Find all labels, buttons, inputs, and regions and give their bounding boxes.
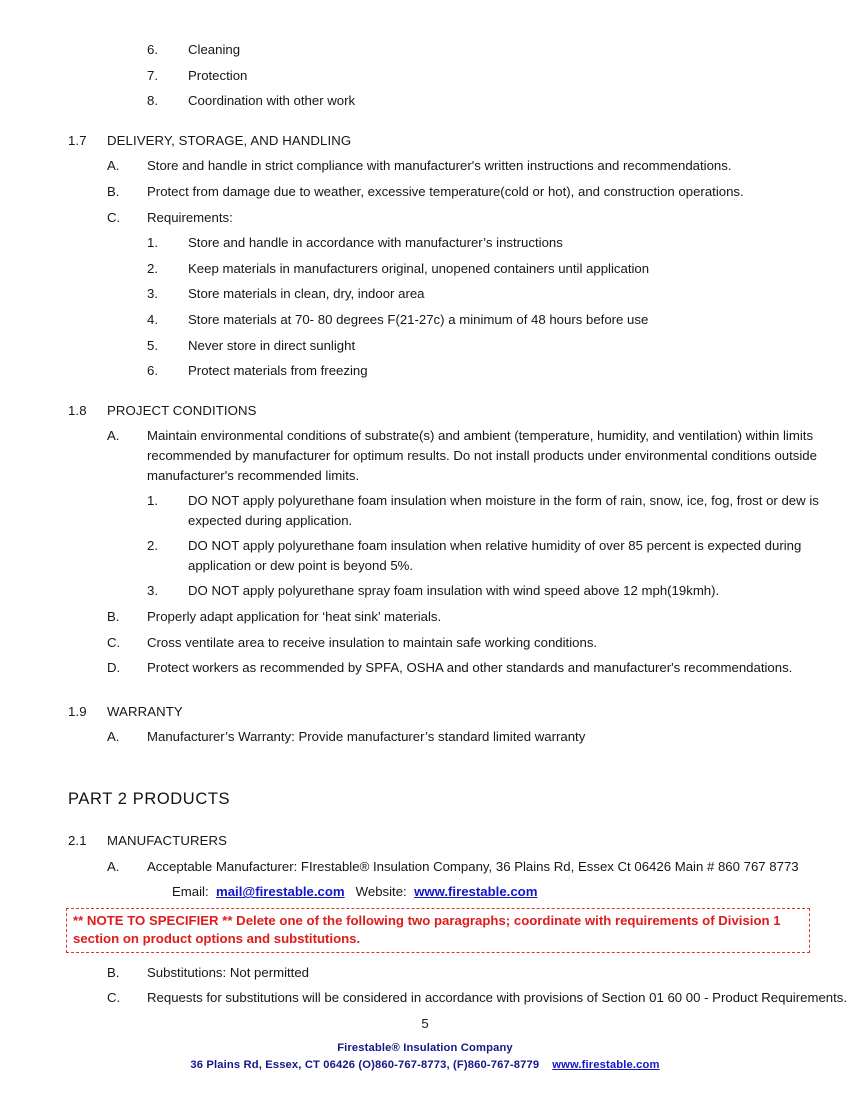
list-item	[0, 581, 850, 601]
footer-company: Firestable® Insulation Company	[337, 1042, 513, 1054]
section-title: DELIVERY, STORAGE, AND HANDLING	[107, 132, 352, 148]
section-number: 1.7	[68, 132, 87, 148]
list-text: Protection	[188, 67, 248, 83]
list-item	[0, 607, 850, 627]
list-marker: 7.	[147, 67, 158, 83]
list-text: Properly adapt application for ‘heat sink’ materials.	[147, 609, 442, 625]
list-marker: 4.	[147, 311, 158, 327]
section-title: MANUFACTURERS	[107, 833, 227, 849]
list-item	[0, 91, 850, 111]
list-text: Protect from damage due to weather, excessive temperature(cold or hot), and construction operations.	[147, 183, 744, 199]
list-marker: 5.	[147, 337, 158, 353]
section-heading	[0, 131, 850, 151]
email-label: Email:	[172, 884, 209, 900]
list-marker: A.	[107, 158, 120, 174]
specifier-note-box	[66, 908, 810, 953]
list-item	[0, 259, 850, 279]
list-item	[0, 491, 850, 530]
section-heading	[0, 401, 850, 421]
list-item	[0, 233, 850, 253]
page-footer	[0, 1015, 850, 1074]
section-heading	[0, 702, 850, 722]
list-text: Coordination with other work	[188, 93, 356, 109]
list-text: DO NOT apply polyurethane spray foam insulation with wind speed above 12 mph(19kmh).	[188, 583, 720, 599]
list-item	[0, 66, 850, 86]
list-text: Store materials in clean, dry, indoor area	[188, 286, 425, 302]
section-number: 1.8	[68, 402, 87, 418]
section-1-8	[0, 401, 850, 678]
section-1-9	[0, 702, 850, 747]
list-item	[0, 658, 850, 678]
website-link[interactable]: www.firestable.com	[414, 884, 538, 900]
list-marker: 3.	[147, 286, 158, 302]
list-marker: 1.	[147, 235, 158, 251]
website-label: Website:	[355, 884, 407, 900]
top-margin	[0, 0, 850, 24]
list-text: Acceptable Manufacturer: FIrestable® Insulation Company, 36 Plains Rd, Essex Ct 06426 Main # 860 767 8773	[147, 858, 799, 874]
list-text: Requests for substitutions will be considered in accordance with provisions of Section 01 60 00 - Product Requirements.	[147, 990, 848, 1006]
list-marker: A.	[107, 729, 120, 745]
list-marker: 6.	[147, 363, 158, 379]
footer-address-phone: 36 Plains Rd, Essex, CT 06426 (O)860-767-8773, (F)860-767-8779	[190, 1059, 540, 1071]
list-text: Maintain environmental conditions of substrate(s) and ambient (temperature, humidity, and ventilation) within limits recommended by manufacturer for optimum results. Do not install products under environmental conditions outside manufacturer's recommended limits.	[147, 428, 817, 483]
list-marker: B.	[107, 183, 120, 199]
list-item	[0, 857, 850, 877]
list-text: Protect workers as recommended by SPFA, OSHA and other standards and manufacturer's recommendations.	[147, 660, 793, 676]
section-title: PROJECT CONDITIONS	[107, 402, 257, 418]
list-text: Never store in direct sunlight	[188, 337, 356, 353]
contact-line	[0, 882, 850, 902]
list-marker: 6.	[147, 42, 158, 57]
list-text: Store and handle in strict compliance with manufacturer's written instructions and recommendations.	[147, 158, 732, 174]
list-text: DO NOT apply polyurethane foam insulation when moisture in the form of rain, snow, ice, fog, frost or dew is expected during application.	[188, 493, 819, 528]
email-link[interactable]: mail@firestable.com	[215, 884, 345, 900]
list-item	[0, 310, 850, 330]
list-text: Protect materials from freezing	[188, 363, 368, 379]
list-item	[0, 633, 850, 653]
list-marker: C.	[107, 209, 121, 225]
list-item	[0, 284, 850, 304]
list-item	[0, 536, 850, 575]
list-marker: A.	[107, 428, 120, 444]
list-item	[0, 361, 850, 381]
list-marker: 1.	[147, 493, 158, 509]
footer-contact-line	[0, 1057, 850, 1074]
list-text: Keep materials in manufacturers original, unopened containers until application	[188, 260, 650, 276]
list-text: Manufacturer’s Warranty: Provide manufacturer’s standard limited warranty	[147, 729, 586, 745]
list-marker: C.	[107, 990, 121, 1006]
list-marker: 3.	[147, 583, 158, 599]
list-text: Store materials at 70- 80 degrees F(21-27c) a minimum of 48 hours before use	[188, 311, 649, 327]
list-marker: 2.	[147, 538, 158, 554]
list-text: Substitutions: Not permitted	[147, 964, 309, 980]
section-number: 2.1	[68, 833, 87, 849]
list-marker: D.	[107, 660, 121, 676]
list-text: Requirements:	[147, 209, 233, 225]
section-heading	[0, 831, 850, 851]
list-item	[0, 426, 850, 485]
section-2-1	[0, 831, 850, 1008]
list-marker: B.	[107, 609, 120, 625]
list-marker: B.	[107, 964, 120, 980]
list-marker: C.	[107, 634, 121, 650]
list-item	[0, 208, 850, 228]
footer-website-link[interactable]: www.firestable.com	[552, 1059, 660, 1071]
list-text: DO NOT apply polyurethane foam insulation when relative humidity of over 85 percent is expected during application or dew point is beyond 5%.	[188, 538, 802, 573]
list-marker: 2.	[147, 260, 158, 276]
list-text: Cleaning	[188, 42, 241, 57]
list-item	[0, 988, 850, 1008]
continued-list	[0, 40, 850, 111]
list-marker: 8.	[147, 93, 158, 109]
list-item	[0, 727, 850, 747]
page-number: 5	[421, 1016, 429, 1031]
list-item	[0, 336, 850, 356]
list-marker: A.	[107, 858, 120, 874]
section-number: 1.9	[68, 703, 87, 719]
list-item	[0, 963, 850, 983]
list-text: Cross ventilate area to receive insulation to maintain safe working conditions.	[147, 634, 598, 650]
list-item	[0, 182, 850, 202]
section-title: WARRANTY	[107, 703, 183, 719]
list-item	[0, 40, 850, 60]
section-1-7	[0, 131, 850, 381]
specifier-note-text: ** NOTE TO SPECIFIER ** Delete one of the following two paragraphs; coordinate with requirements of Division 1 section on product options and substitutions.	[73, 912, 781, 946]
part-heading: PART 2 PRODUCTS	[68, 790, 231, 809]
list-text: Store and handle in accordance with manufacturer’s instructions	[188, 235, 563, 251]
list-item	[0, 156, 850, 176]
